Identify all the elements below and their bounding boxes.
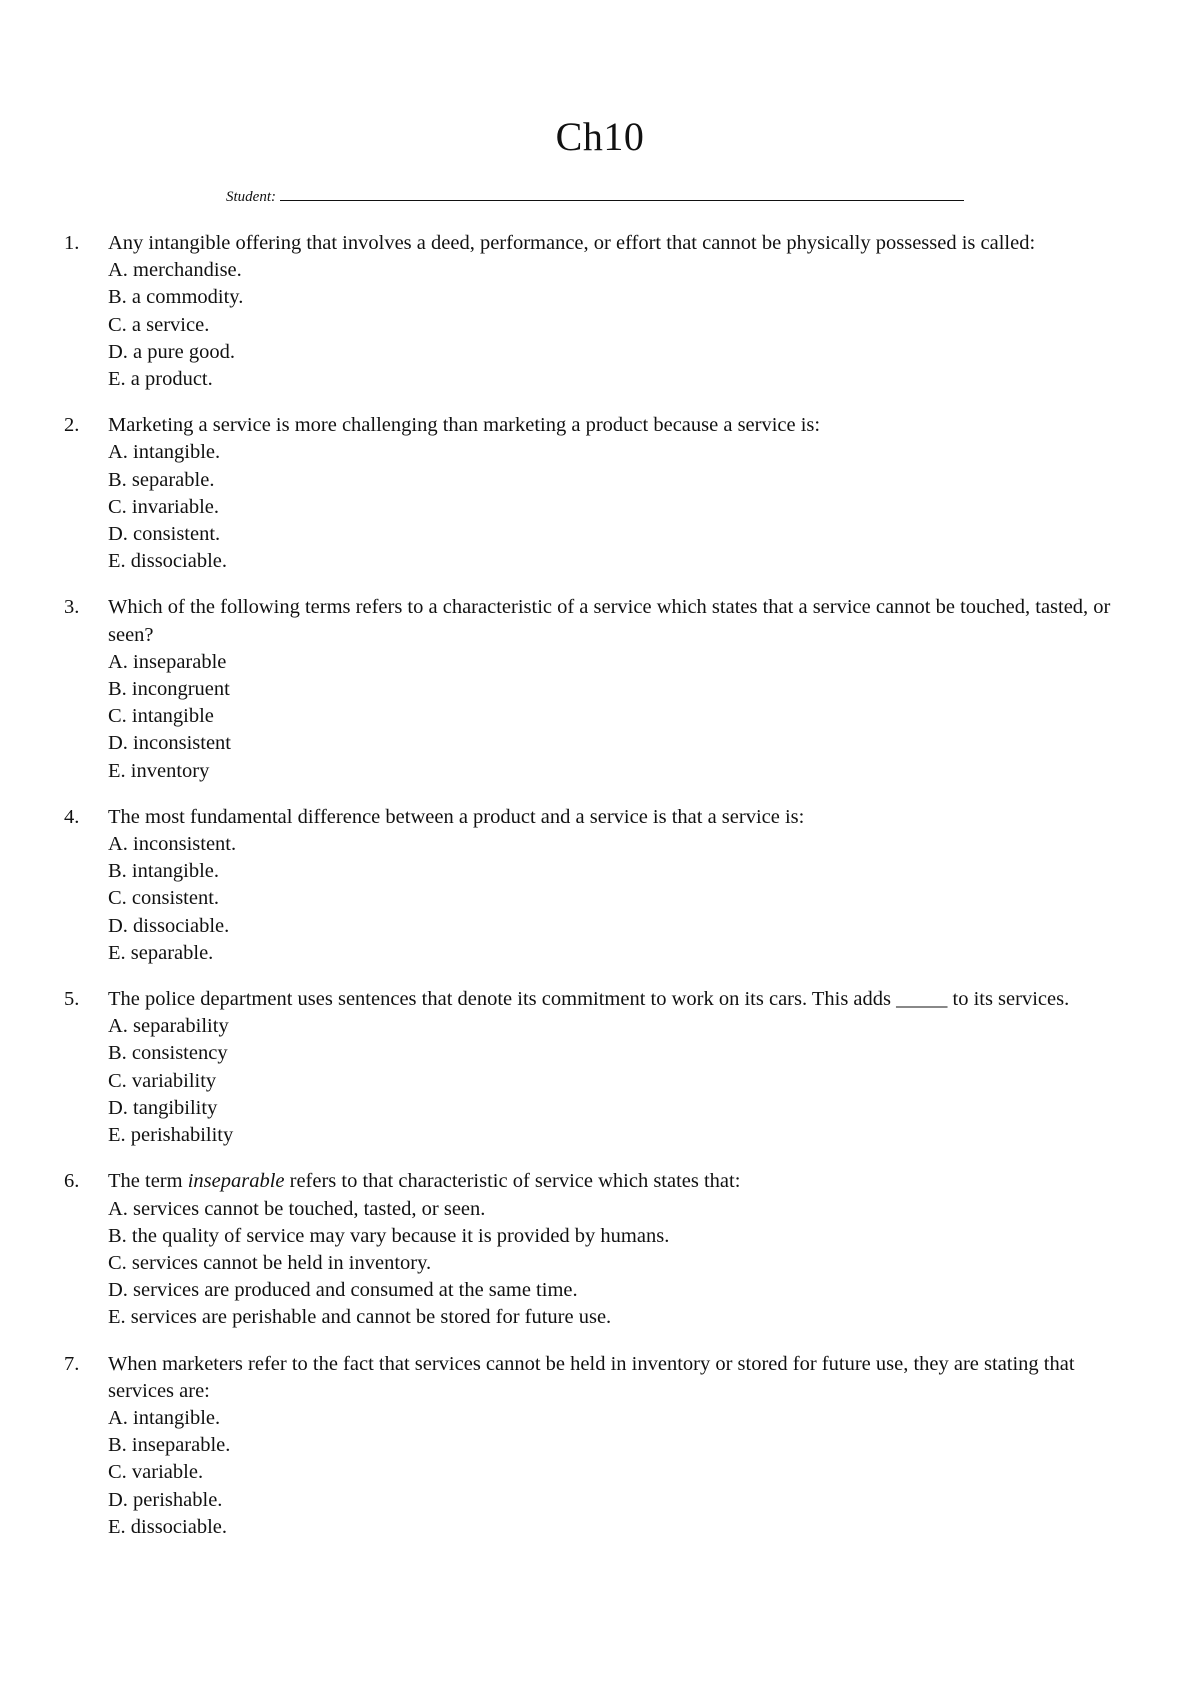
question-number: 1.: [64, 232, 80, 254]
answer-option-e: E. a product.: [108, 368, 213, 391]
answer-option-c: C. variability: [108, 1069, 217, 1092]
answer-option-a: A. inconsistent.: [108, 833, 237, 856]
answer-option-e: E. dissociable.: [108, 1515, 227, 1538]
answer-option-a: A. intangible.: [108, 441, 221, 464]
answer-option-c: C. a service.: [108, 313, 210, 336]
question-6: [64, 1168, 1144, 1331]
question-number: 4.: [64, 805, 80, 828]
question-4: [64, 804, 1144, 967]
answer-option-e: E. dissociable.: [108, 550, 227, 573]
stem-text-after: refers to that characteristic of service which states that:: [284, 1170, 741, 1193]
answer-option-c: C. invariable.: [108, 495, 220, 518]
answer-option-b: B. separable.: [108, 468, 215, 491]
answer-option-e: E. separable.: [108, 941, 214, 964]
question-stem: The most fundamental difference between a product and a service is that a service is:: [108, 805, 805, 828]
answer-option-a: A. inseparable: [108, 650, 227, 673]
answer-option-d: D. perishable.: [108, 1488, 223, 1511]
answer-option-b: B. the quality of service may vary because it is provided by humans.: [108, 1224, 670, 1247]
answer-option-d: D. consistent.: [108, 523, 221, 546]
student-label: Student:: [226, 189, 276, 205]
stem-emphasis-term: inseparable: [187, 1170, 285, 1193]
student-name-field[interactable]: [226, 186, 964, 208]
answer-option-c: C. services cannot be held in inventory.: [108, 1251, 432, 1274]
question-number: 7.: [64, 1352, 80, 1375]
question-5: [64, 986, 1144, 1149]
answer-option-d: D. dissociable.: [108, 914, 230, 937]
answer-option-c: C. consistent.: [108, 887, 220, 910]
answer-option-c: C. variable.: [108, 1461, 204, 1484]
question-stem: The police department uses sentences that denote its commitment to work on its cars. This adds _____ to its services.: [108, 988, 1070, 1011]
question-stem: When marketers refer to the fact that services cannot be held in inventory or stored for future use, they are stating that services are:: [108, 1352, 1075, 1402]
question-2: [64, 412, 1144, 575]
question-1: [64, 230, 1144, 393]
answer-option-a: A. intangible.: [108, 1406, 221, 1429]
question-number: 2.: [64, 414, 80, 437]
question-number: 3.: [64, 596, 80, 619]
answer-option-e: E. services are perishable and cannot be stored for future use.: [108, 1306, 612, 1329]
question-number: 5.: [64, 988, 80, 1011]
answer-option-d: D. tangibility: [108, 1096, 218, 1119]
answer-option-a: A. merchandise.: [108, 259, 242, 282]
page-title: Ch10: [555, 114, 645, 159]
answer-option-e: E. perishability: [108, 1124, 234, 1147]
question-stem: Which of the following terms refers to a characteristic of a service which states that a service cannot be touched, tasted, or seen?: [108, 596, 1111, 646]
question-7: [64, 1351, 1144, 1541]
answer-option-b: B. inseparable.: [108, 1434, 231, 1457]
question-number: 6.: [64, 1170, 80, 1193]
answer-option-a: A. separability: [108, 1015, 229, 1038]
answer-option-b: B. a commodity.: [108, 286, 244, 309]
answer-option-b: B. consistency: [108, 1042, 228, 1065]
question-stem: Any intangible offering that involves a deed, performance, or effort that cannot be physically possessed is called:: [108, 232, 1036, 254]
answer-option-b: B. incongruent: [108, 678, 230, 701]
question-stem: Marketing a service is more challenging than marketing a product because a service is:: [108, 414, 821, 437]
stem-text-before: The term: [108, 1170, 188, 1193]
answer-option-d: D. a pure good.: [108, 340, 235, 363]
answer-option-d: D. inconsistent: [108, 732, 231, 755]
question-list: [64, 230, 1144, 1560]
answer-option-d: D. services are produced and consumed at the same time.: [108, 1279, 578, 1302]
answer-option-a: A. services cannot be touched, tasted, or seen.: [108, 1197, 486, 1220]
question-stem: [108, 1168, 1144, 1195]
answer-option-e: E. inventory: [108, 759, 210, 782]
question-3: [64, 594, 1144, 784]
answer-option-c: C. intangible: [108, 705, 214, 728]
answer-option-b: B. intangible.: [108, 860, 220, 883]
student-name-line[interactable]: [280, 186, 964, 201]
